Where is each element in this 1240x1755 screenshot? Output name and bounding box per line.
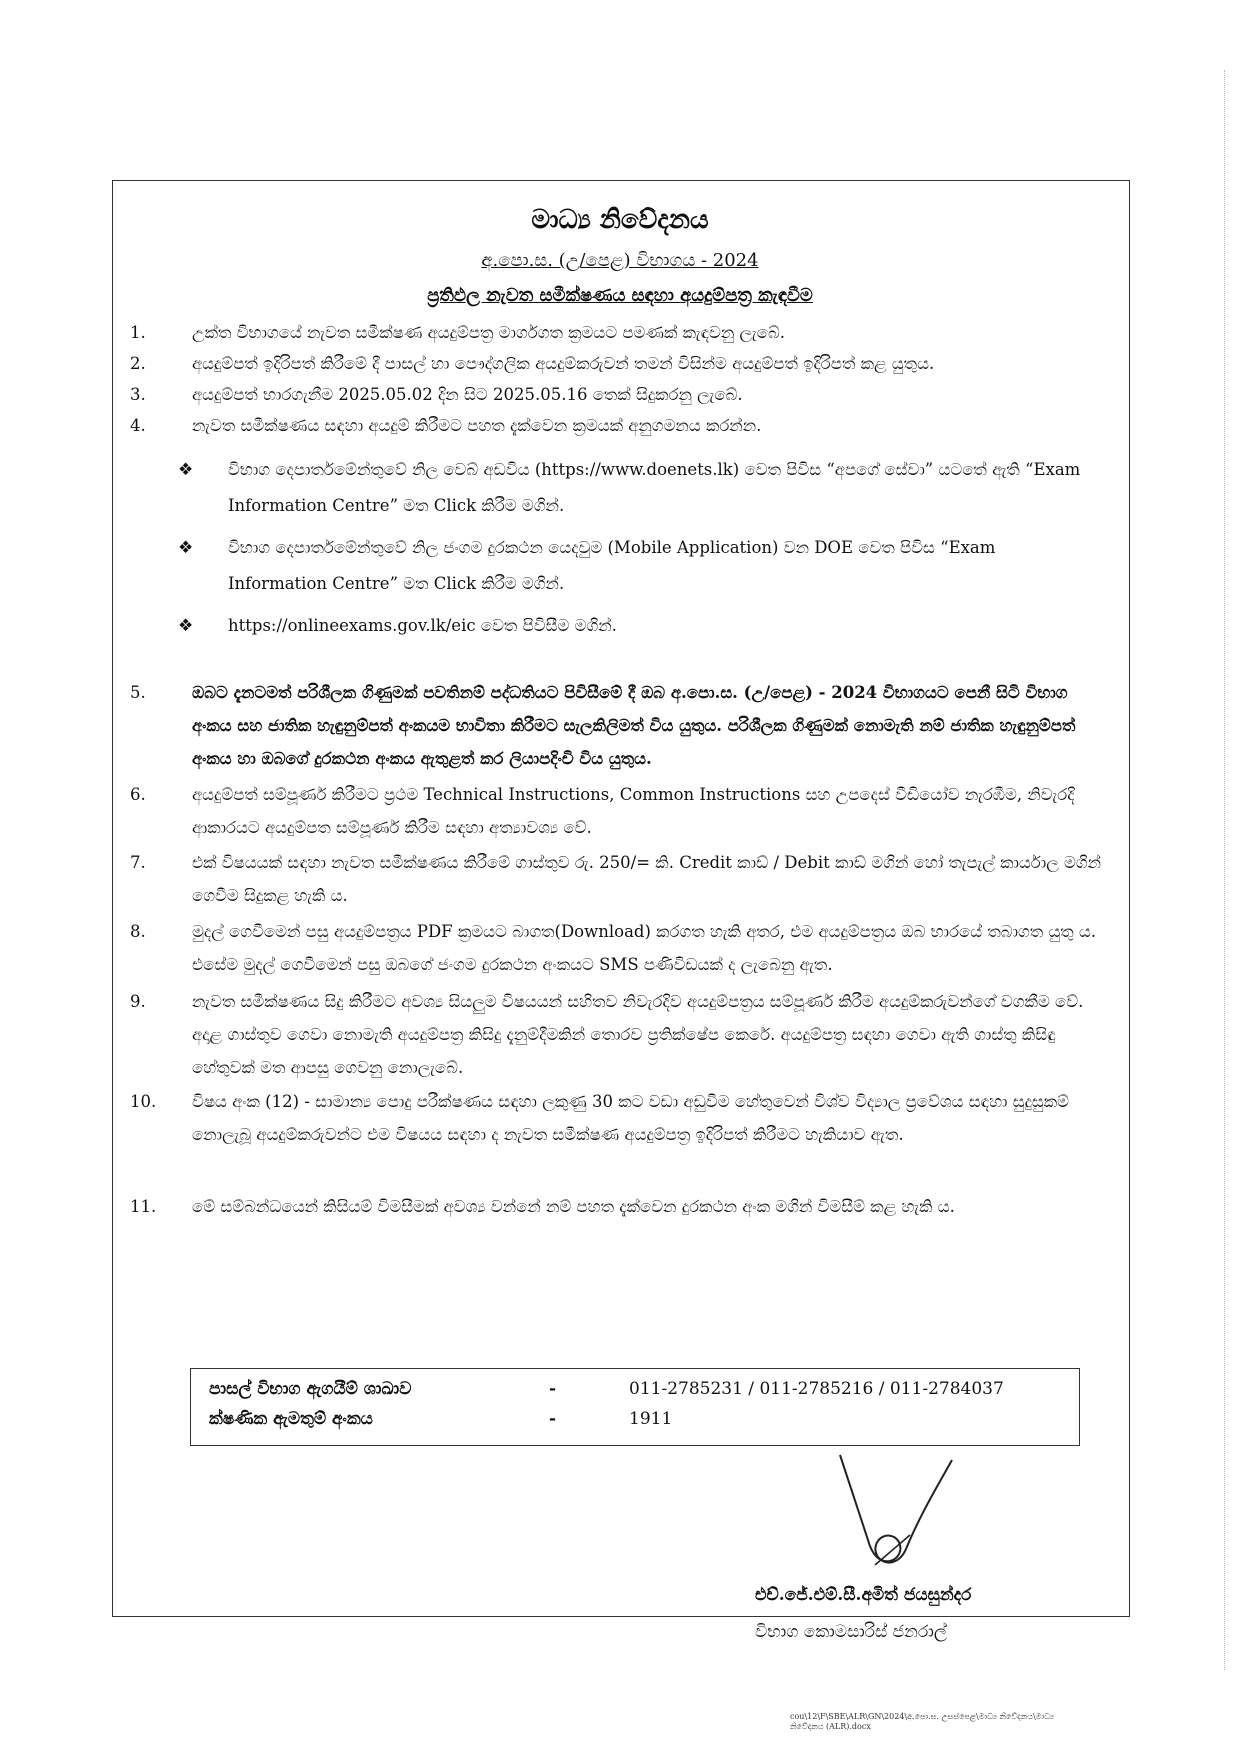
item-number: 8. [130,922,146,941]
contact-label: ක්ෂණික ඇමතුම් අංකය [209,1409,373,1429]
item-text: අයදුම්පත් සම්පූර්ණ කිරීමට ප්‍රථම Technical Instructions, Common Instructions සහ උපදෙස් වීඩියෝව නැරඹීම, නිවැරදි ආකාරයට අයදුම්පත සම්පූර්ණ කිරීම සඳහා අත්‍යාවශ්‍ය වේ. [192,785,1075,837]
item-text: මුදල් ගෙවීමෙන් පසු අයදුම්පත්‍රය PDF ක්‍රමයට බාගත(Download) කරගත හැකි අතර, එම අයදුම්පත්‍රය ඔබ භාරයේ තබාගත යුතු ය. එසේම මුදල් ගෙවීමෙන් පසු ඔබගේ ජංගම දුරකථන අංකයට SMS පණිවිඩයක් ද ලැබෙනු ඇත. [192,922,1097,974]
bullet-text: විභාග දෙපාර්තමේන්තුවේ නිල ජංගම දුරකථන යෙදවුම (Mobile Application) වන DOE වෙත පිවිස “Exam Information Centre” මත Click කිරීම මගින්. [228,538,996,593]
item-number: 7. [130,853,146,872]
item-number: 1. [130,323,146,342]
diamond-bullet-icon: ❖ [178,538,194,558]
item-number: 4. [130,416,146,435]
contact-phone: 1911 [629,1409,673,1429]
item-text: උක්ත විභාගයේ නැවත සමීක්ෂණ අයදුම්පත්‍ර මාර්ගගත ක්‍රමයට පමණක් කැඳවනු ලැබේ. [192,323,785,342]
item-text: එක් විෂයයක් සඳහා නැවත සමීක්ෂණය කිරීමේ ගාස්තුව රු. 250/= කි. Credit කාඩ් / Debit කාඩ් මගින් හෝ තැපැල් කාර්යාල මගින් ගෙවීම සිදුකළ හැකි ය. [192,853,1102,905]
item-text: විෂය අංක (12) - සාමාන්‍ය පොදු පරීක්ෂණය සඳහා ලකුණු 30 කට වඩා අඩුවීම හේතුවෙන් විශ්ව විද්‍යාල ප්‍රවේශය සඳහා සුදුසුකම් නොලැබූ අයදුම්කරුවන්ට එම විෂයය සඳහා ද නැවත සමීක්ෂණ අයදුම්පත්‍ර ඉදිරිපත් කිරීමට හැකියාව ඇත. [192,1092,1070,1144]
item-text: නැවත සමීක්ෂණය සිදු කිරීමට අවශ්‍ය සියලුම විෂයයන් සහිතව නිවැරදිව අයදුම්පත්‍රය සම්පූර්ණ කිරීම අයදුම්කරුවන්ගේ වගකීම වේ. අදාළ ගාස්තුව ගෙවා නොමැති අයදුම්පත්‍ර කිසිදු දැනුම්දීමකින් තොරව ප්‍රතික්ෂේප කෙරේ. අයදුම්පත්‍ර සඳහා ගෙවා ඇති ගාස්තු කිසිඳු හේතුවක් මත ආපසු ගෙවනු නොලැබේ. [192,992,1084,1077]
item-number: 2. [130,354,146,373]
item-text: මේ සම්බන්ධයෙන් කිසියම් විමසීමක් අවශ්‍ය වන්නේ නම් පහත දැක්වෙන දුරකථන අංක මගින් විමසීම් කළ හැකි ය. [192,1197,955,1216]
bullet-text: විභාග දෙපාර්තමේන්තුවේ නිල වෙබ් අඩවිය (https://www.doenets.lk) වෙත පිවිස “අපගේ සේවා” යටතේ ඇති “Exam Information Centre” මත Click කිරීම මගින්. [228,460,1081,515]
signer-title: විභාග කොමසාරිස් ජනරාල් [755,1622,947,1642]
item-number: 9. [130,992,146,1011]
page-edge-marks [1224,70,1228,1670]
item-text: අයදුම්පත් ඉදිරිපත් කිරීමේ දී පාසල් හා පෞද්ගලික අයදුම්කරුවන් තමන් විසින්ම අයදුම්පත් ඉදිරිපත් කළ යුතුය. [192,354,935,373]
page-title: මාධ්‍ය නිවේදනය [531,205,709,235]
contact-dash: - [549,1379,557,1399]
item-number: 3. [130,385,146,404]
signature-icon [820,1445,960,1575]
item-number: 10. [130,1092,157,1111]
item-number: 11. [130,1197,157,1216]
file-reference: cou\12\F\SBE\ALR\GN\2024\අ.පො.ස. උසස්පෙළ\මාධ්‍ය නිවේදනය\මාධ්‍ය නිවේදනය (ALR).docx [790,1712,1055,1731]
item-text: නැවත සමීක්ෂණය සඳහා අයදුම් කිරීමට පහත දැක්වෙන ක්‍රමයක් අනුගමනය කරන්න. [192,416,762,435]
item-number: 5. [130,683,146,702]
diamond-bullet-icon: ❖ [178,460,194,480]
item-number: 6. [130,785,146,804]
subject-heading: ප්‍රතිඵල නැවත සමීක්ෂණය සඳහා අයදුම්පත්‍ර කැඳවීම [427,285,813,306]
item-text: ඔබට දැනටමත් පරිශීලක ගිණුමක් පවතිනම් පද්ධතියට පිවිසීමේ දී ඔබ අ.පො.ස. (උ/පෙළ) - 2024 විභාගයට පෙනී සිටි විභාග අංකය සහ ජාතික හැඳුනුම්පත් අංකයම භාවිතා කිරීමට සැලකිලිමත් විය යුතුය. පරිශීලක ගිණුමක් නොමැති නම් ජාතික හැඳුනුම්පත් අංකය හා ඔබගේ දුරකථන අංකය ඇතුළත් කර ලියාපදිංචි විය යුතුය. [192,683,1076,768]
contact-label: පාසල් විභාග ඇගයීම් ශාඛාව [209,1379,412,1399]
exam-subtitle: අ.පො.ස. (උ/පෙළ) විභාගය - 2024 [481,250,759,271]
signer-name: එච්.ජේ.එම්.සී.අමිත් ජයසුන්දර [755,1585,972,1605]
item-text: අයදුම්පත් භාරගැනීම 2025.05.02 දින සිට 2025.05.16 තෙක් සිදුකරනු ලැබේ. [192,385,743,404]
contact-box [190,1368,1080,1446]
contact-dash: - [549,1409,557,1429]
contact-phone: 011-2785231 / 011-2785216 / 011-2784037 [629,1379,1004,1399]
diamond-bullet-icon: ❖ [178,616,194,636]
bullet-text: https://onlineexams.gov.lk/eic වෙත පිවිසීම මගින්. [228,616,617,635]
